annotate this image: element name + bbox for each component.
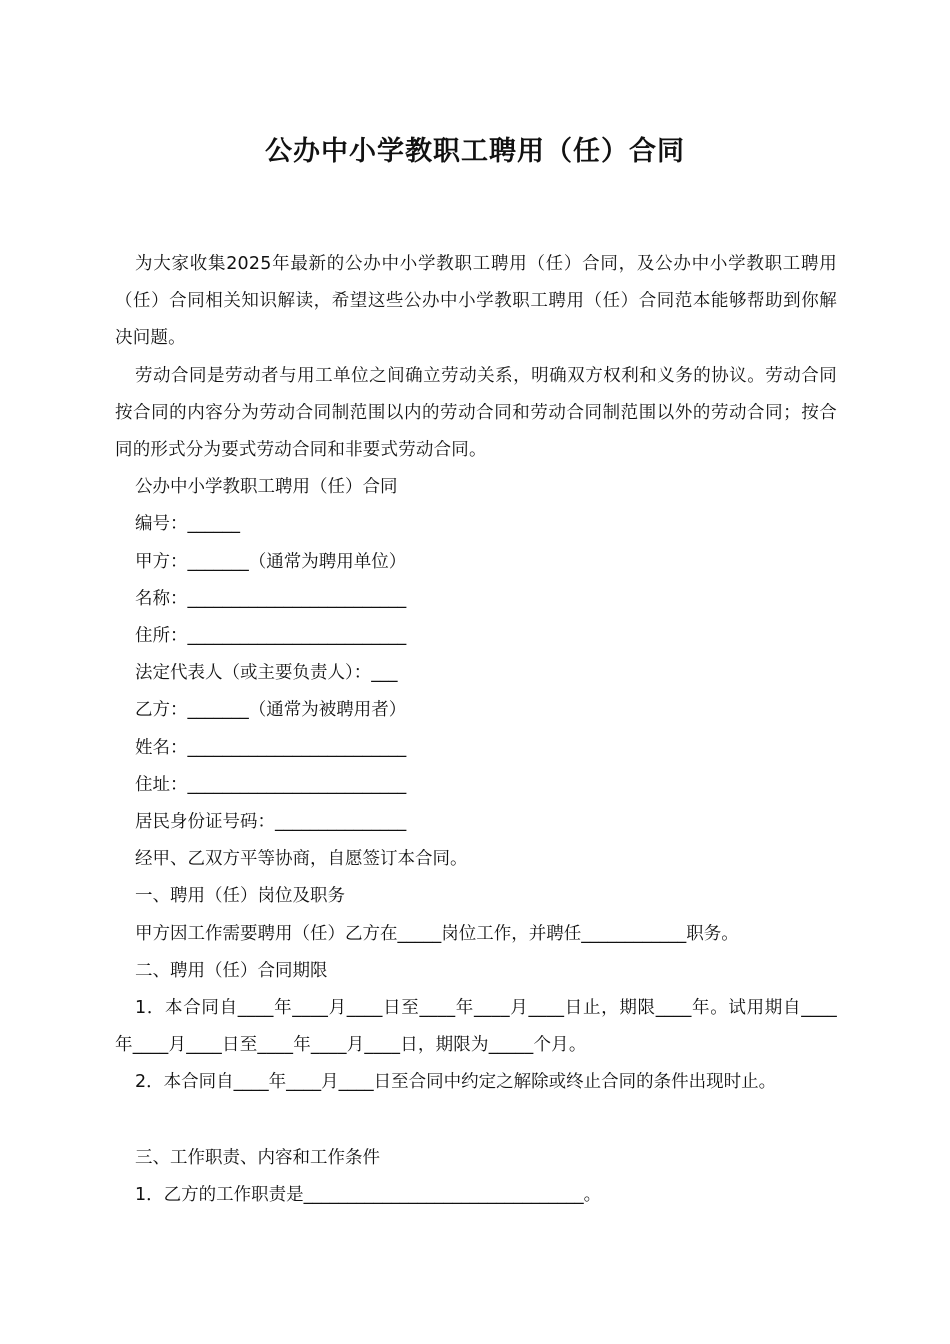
party-b-name-line: 姓名：_________________________ xyxy=(135,737,407,758)
contract-heading: 公办中小学教职工聘用（任）合同 xyxy=(135,477,398,498)
party-b-line: 乙方：_______（通常为被聘用者） xyxy=(135,700,407,721)
party-b-address-line: 住址：_________________________ xyxy=(135,774,407,795)
contract-number-line: 编号：______ xyxy=(135,514,240,535)
document-body xyxy=(115,246,837,1214)
term-line-2: 2．本合同自____年____月____日至合同中约定之解除或终止合同的条件出现时止。 xyxy=(135,1072,777,1093)
section-3-heading: 三、工作职责、内容和工作条件 xyxy=(135,1147,380,1168)
section-1-heading: 一、聘用（任）岗位及职务 xyxy=(135,886,345,907)
paragraph-gap xyxy=(115,1102,837,1140)
section-2-heading: 二、聘用（任）合同期限 xyxy=(135,960,328,981)
id-number-line: 居民身份证号码：_______________ xyxy=(135,812,407,833)
section-3-item-1: 1．乙方的工作职责是________________________________。 xyxy=(135,1184,602,1205)
party-a-line: 甲方：_______（通常为聘用单位） xyxy=(135,551,407,572)
term-paragraph: 1．本合同自____年____月____日至____年____月____日止，期限____年。试用期自____年____月____日至____年____月____日，期限为_____个月。 xyxy=(115,998,837,1056)
intro-paragraph: 劳动合同是劳动者与用工单位之间确立劳动关系，明确双方权利和义务的协议。劳动合同按合同的内容分为劳动合同制范围以内的劳动合同和劳动合同制范围以外的劳动合同；按合同的形式分为要式劳动合同和非要式劳动合同。 xyxy=(115,365,837,461)
section-1-content: 甲方因工作需要聘用（任）乙方在_____岗位工作，并聘任____________职务。 xyxy=(135,923,739,944)
party-a-address-line: 住所：_________________________ xyxy=(135,626,407,647)
agreement-statement: 经甲、乙双方平等协商，自愿签订本合同。 xyxy=(135,849,468,870)
document-title: 公办中小学教职工聘用（任）合同 xyxy=(265,136,685,167)
legal-representative-line: 法定代表人（或主要负责人）：___ xyxy=(135,663,398,684)
party-a-name-line: 名称：_________________________ xyxy=(135,588,407,609)
intro-paragraph: 为大家收集2025年最新的公办中小学教职工聘用（任）合同，及公办中小学教职工聘用（任）合同相关知识解读，希望这些公办中小学教职工聘用（任）合同范本能够帮助到你解决问题。 xyxy=(115,254,837,349)
